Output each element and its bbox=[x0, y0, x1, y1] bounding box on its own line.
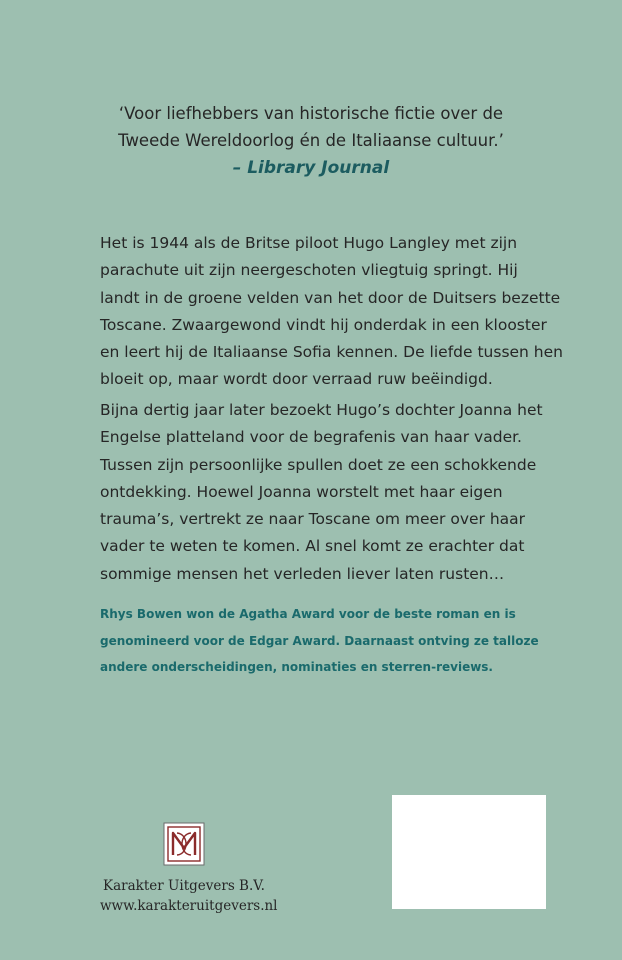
blurb-line: en leert hij de Italiaanse Sofia kennen. De liefde tussen hen bbox=[100, 343, 563, 362]
blurb-line: trauma’s, vertrekt ze naar Toscane om meer over haar bbox=[100, 510, 526, 529]
publisher-url: www.karakteruitgevers.nl bbox=[100, 898, 278, 914]
bio-line: Rhys Bowen won de Agatha Award voor de beste roman en is bbox=[100, 607, 516, 621]
publisher-logo-icon bbox=[163, 822, 205, 866]
blurb-line: Toscane. Zwaargewond vindt hij onderdak in een klooster bbox=[100, 315, 547, 334]
blurb-line: Tussen zijn persoonlijke spullen doet ze een schokkende bbox=[100, 455, 537, 474]
blurb-paragraph-1 bbox=[100, 230, 563, 394]
blurb-line: Het is 1944 als de Britse piloot Hugo Langley met zijn bbox=[100, 234, 518, 252]
quote-line: Tweede Wereldoorlog én de Italiaanse cultuur.’ bbox=[118, 131, 504, 150]
blurb-paragraph-2 bbox=[100, 397, 543, 588]
bio-line: genomineerd voor de Edgar Award. Daarnaast ontving ze talloze bbox=[100, 633, 539, 648]
review-quote bbox=[0, 100, 622, 182]
blurb-line: ontdekking. Hoewel Joanna worstelt met haar eigen bbox=[100, 482, 503, 501]
blurb-line: sommige mensen het verleden liever laten rusten… bbox=[100, 564, 505, 583]
quote-source: – Library Journal bbox=[232, 158, 390, 178]
blurb-line: vader te weten te komen. Al snel komt ze erachter dat bbox=[100, 537, 525, 556]
publisher-info bbox=[100, 876, 278, 916]
blurb-line: Engelse platteland voor de begrafenis van haar vader. bbox=[100, 428, 522, 447]
barcode-placeholder bbox=[392, 795, 546, 909]
blurb-line: bloeit op, maar wordt door verraad ruw beëindigd. bbox=[100, 370, 493, 389]
blurb-line: parachute uit zijn neergeschoten vliegtuig springt. Hij bbox=[100, 261, 518, 280]
blurb-line: Bijna dertig jaar later bezoekt Hugo’s dochter Joanna het bbox=[100, 401, 543, 419]
blurb-line: landt in de groene velden van het door de Duitsers bezette bbox=[100, 288, 561, 307]
bio-line: andere onderscheidingen, nominaties en sterren-reviews. bbox=[100, 660, 493, 674]
author-bio bbox=[100, 601, 540, 681]
publisher-name: Karakter Uitgevers B.V. bbox=[103, 878, 265, 894]
quote-line: ‘Voor liefhebbers van historische fictie over de bbox=[118, 104, 504, 123]
